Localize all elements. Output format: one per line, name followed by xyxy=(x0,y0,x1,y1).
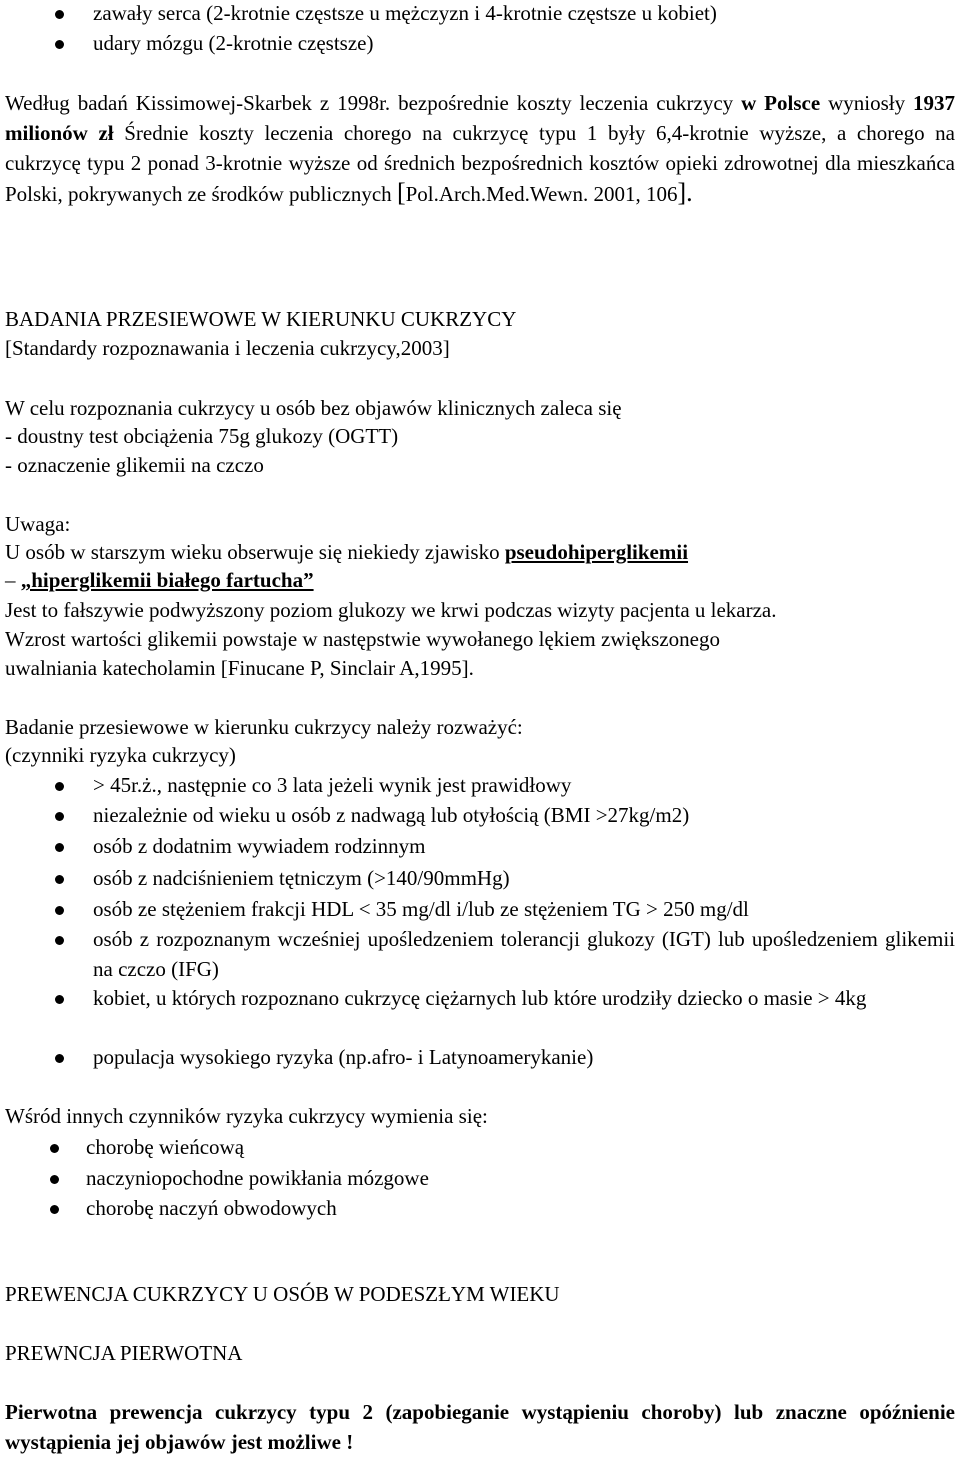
section-heading: PREWENCJA CUKRZYCY U OSÓB W PODESZŁYM WIEKU xyxy=(5,1282,560,1306)
note-line: uwalniania katecholamin [Finucane P, Sinclair A,1995]. xyxy=(5,656,474,680)
bullet-icon xyxy=(50,1144,59,1153)
note-line: Wzrost wartości glikemii powstaje w następstwie wywołanego lękiem zwiększonego xyxy=(5,627,720,651)
bullet-icon xyxy=(55,1054,64,1063)
note-line: Jest to fałszywie podwyższony poziom glukozy we krwi podczas wizyty pacjenta u lekarza. xyxy=(5,598,777,622)
bold-paragraph: Pierwotna prewencja cukrzycy typu 2 (zapobieganie wystąpieniu choroby) lub znaczne opóźnienie wystąpienia jej objawów jest możliwe ! xyxy=(5,1400,955,1454)
section-subheading: PREWNCJA PIERWOTNA xyxy=(5,1341,243,1365)
list-item: - oznaczenie glikemii na czczo xyxy=(5,453,264,477)
list-item: - doustny test obciążenia 75g glukozy (OGTT) xyxy=(5,424,399,448)
bullet-icon xyxy=(55,782,64,791)
bullet-icon xyxy=(55,875,64,884)
bullet-icon xyxy=(55,995,64,1004)
bullet-icon xyxy=(55,40,64,49)
costs-paragraph: Według badań Kissimowej-Skarbek z 1998r. bezpośrednie koszty leczenia cukrzycy w Polsce wyniosły 1937 milionów zł Średnie koszty leczenia chorego na cukrzycę typu 1 były 6,4-krotnie wyższe, a chorego na cukrzycę typu 2 ponad 3-krotnie wyższe od średnich bezpośrednich kosztów opieki zdrowotnej dla mieszkańca Polski, pokrywanych ze środków publicznych [Pol.Arch.Med.Wewn. 2001, 106]. xyxy=(5,91,956,207)
bullet-icon xyxy=(55,843,64,852)
paragraph: W celu rozpoznania cukrzycy u osób bez objawów klinicznych zaleca się xyxy=(5,396,622,420)
bullet-icon xyxy=(50,1175,59,1184)
bullet-icon xyxy=(55,812,64,821)
paragraph: Wśród innych czynników ryzyka cukrzycy wymienia się: xyxy=(5,1104,488,1128)
bullet-icon xyxy=(50,1205,59,1214)
section-heading: BADANIA PRZESIEWOWE W KIERUNKU CUKRZYCY xyxy=(5,307,517,331)
bullet-icon xyxy=(55,906,64,915)
note-line: U osób w starszym wieku obserwuje się niekiedy zjawisko pseudohiperglikemii xyxy=(5,540,689,564)
note-label: Uwaga: xyxy=(5,512,71,536)
paragraph: (czynniki ryzyka cukrzycy) xyxy=(5,743,236,767)
note-line: – „hiperglikemii białego fartucha” xyxy=(5,568,314,592)
bullet-icon xyxy=(55,10,64,19)
paragraph: Badanie przesiewowe w kierunku cukrzycy należy rozważyć: xyxy=(5,715,523,739)
bullet-icon xyxy=(55,936,64,945)
source-citation: [Standardy rozpoznawania i leczenia cukrzycy,2003] xyxy=(5,336,450,360)
